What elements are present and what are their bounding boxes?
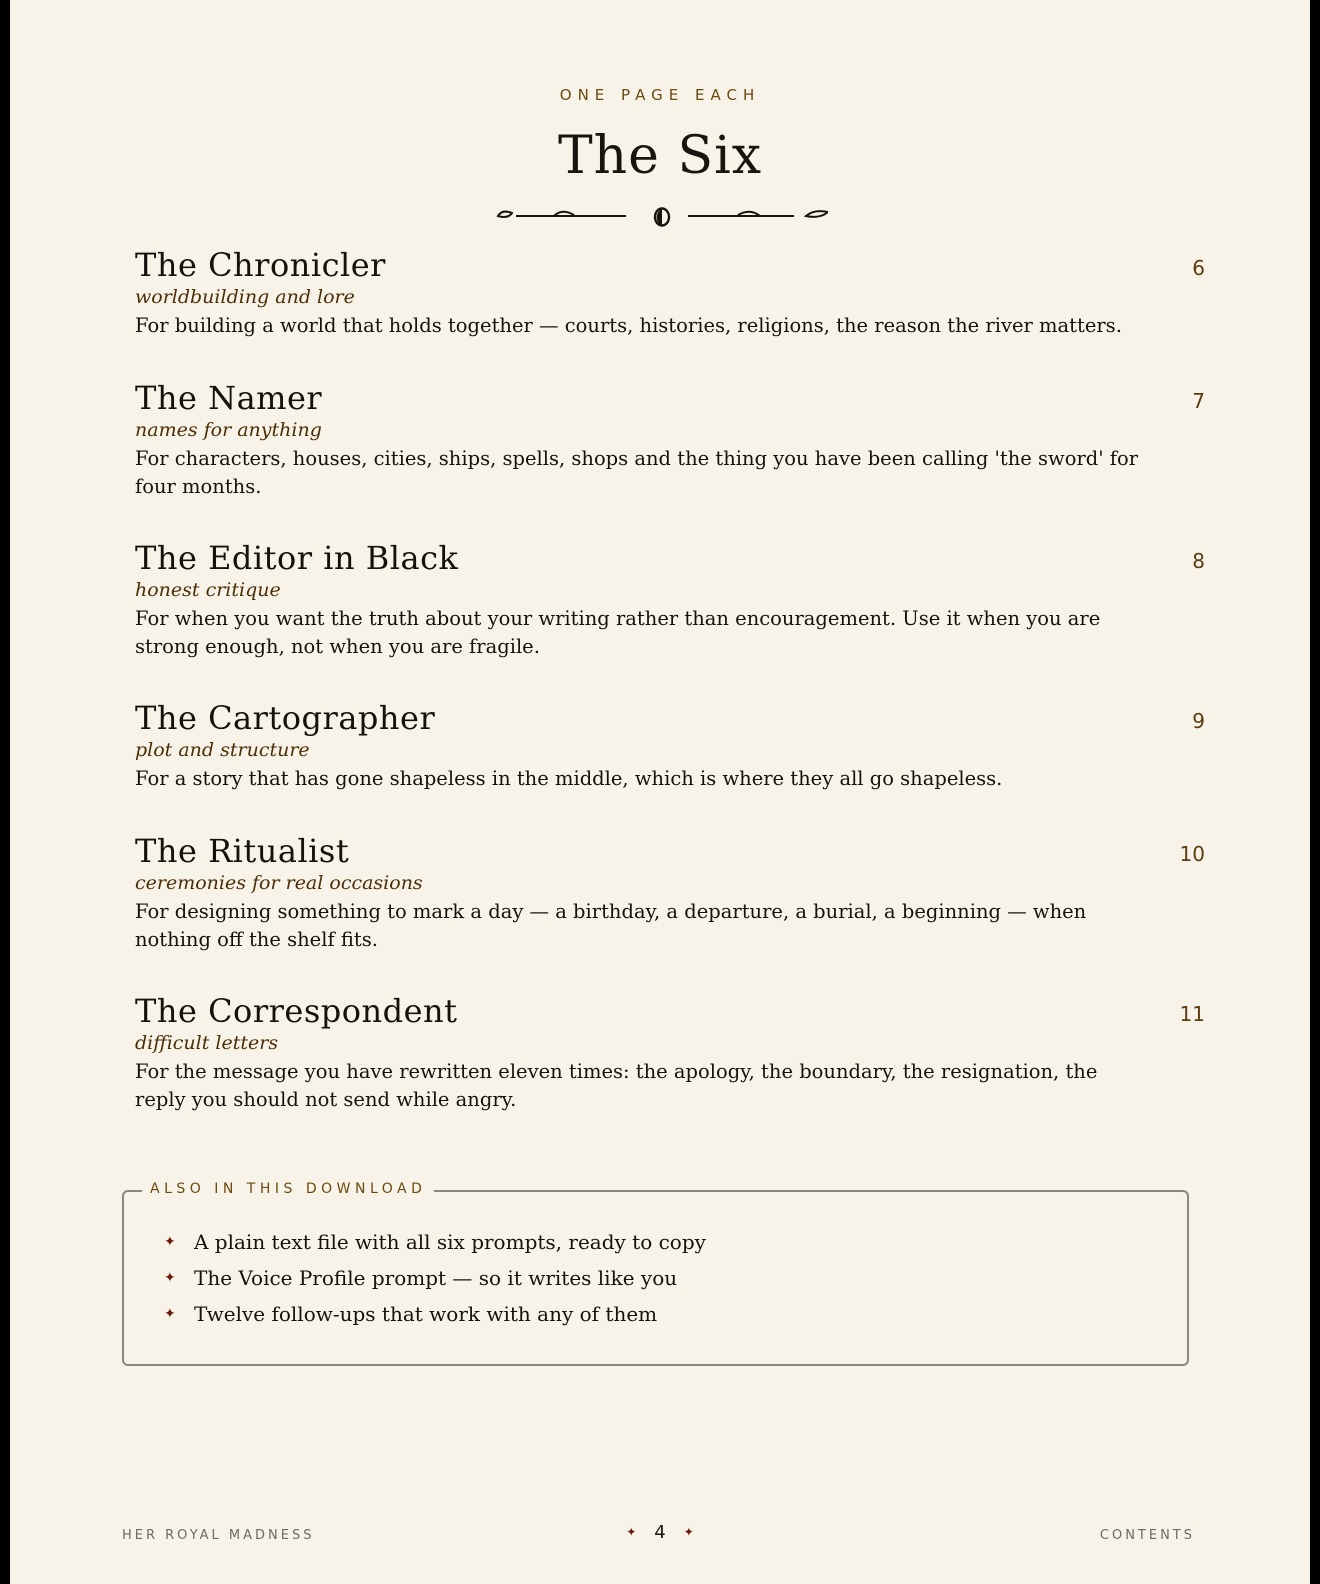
entry-description: For designing something to mark a day — a birthday, a departure, a burial, a beginning — when nothing off the shelf fits. xyxy=(135,900,1087,951)
footer-brand: HER ROYAL MADNESS xyxy=(122,1528,315,1543)
entry-name: The Cartographer xyxy=(135,699,436,737)
star-bullet-icon: ✦ xyxy=(164,1234,176,1250)
entry-description: For characters, houses, cities, ships, spells, shops and the thing you have been calling 'the sword' for four months. xyxy=(135,447,1139,498)
entry-namer[interactable] xyxy=(135,379,1205,501)
list-item-text: The Voice Profile prompt — so it writes like you xyxy=(194,1266,678,1290)
entry-description: For the message you have rewritten eleven times: the apology, the boundary, the resignation, the reply you should not send while angry. xyxy=(135,1060,1098,1111)
entry-description: For a story that has gone shapeless in the middle, which is where they all go shapeless. xyxy=(135,767,1003,790)
entry-name: The Editor in Black xyxy=(135,539,459,577)
entry-page-number: 11 xyxy=(1179,1002,1205,1026)
list-item xyxy=(164,1260,706,1296)
list-item-text: A plain text file with all six prompts, ready to copy xyxy=(194,1230,706,1254)
entry-name: The Ritualist xyxy=(135,832,350,870)
entry-name: The Correspondent xyxy=(135,992,458,1030)
list-item xyxy=(164,1296,706,1332)
eyebrow: ONE PAGE EACH xyxy=(559,86,761,104)
entry-page-number: 8 xyxy=(1192,549,1205,573)
entry-description: For when you want the truth about your writing rather than encouragement. Use it when you are strong enough, not when you are fragile. xyxy=(135,607,1101,658)
list-item-text: Twelve follow-ups that work with any of them xyxy=(194,1302,658,1326)
entry-subtitle: honest critique xyxy=(135,579,281,601)
also-in-download-list xyxy=(164,1224,706,1332)
also-in-download-label: ALSO IN THIS DOWNLOAD xyxy=(142,1181,434,1197)
list-item xyxy=(164,1224,706,1260)
page xyxy=(10,0,1310,1584)
entry-page-number: 10 xyxy=(1179,842,1205,866)
entry-page-number: 7 xyxy=(1192,389,1205,413)
entry-correspondent[interactable] xyxy=(135,992,1205,1114)
footer-contents-link[interactable]: CONTENTS xyxy=(1099,1528,1195,1543)
entry-subtitle: ceremonies for real occasions xyxy=(135,872,423,894)
page-number: 4 xyxy=(654,1522,666,1543)
entry-page-number: 6 xyxy=(1192,256,1205,280)
also-in-download-box xyxy=(122,1181,1189,1366)
flourish-ornament-icon xyxy=(488,203,828,229)
page-title: The Six xyxy=(557,126,763,186)
entry-subtitle: plot and structure xyxy=(135,739,310,761)
entry-subtitle: names for anything xyxy=(135,419,322,441)
star-bullet-icon: ✦ xyxy=(164,1306,176,1322)
entry-chronicler[interactable] xyxy=(135,246,1205,340)
entry-name: The Namer xyxy=(135,379,323,417)
entry-ritualist[interactable] xyxy=(135,832,1205,954)
entry-cartographer[interactable] xyxy=(135,699,1205,793)
entry-subtitle: worldbuilding and lore xyxy=(135,286,355,308)
entry-name: The Chronicler xyxy=(135,246,386,284)
entry-page-number: 9 xyxy=(1192,709,1205,733)
star-bullet-icon: ✦ xyxy=(164,1270,176,1286)
star-icon: ✦ xyxy=(626,1525,637,1539)
entry-description: For building a world that holds together — courts, histories, religions, the reason the river matters. xyxy=(135,314,1122,337)
entry-editor-in-black[interactable] xyxy=(135,539,1205,661)
star-icon: ✦ xyxy=(683,1525,694,1539)
entry-subtitle: difficult letters xyxy=(135,1032,279,1054)
